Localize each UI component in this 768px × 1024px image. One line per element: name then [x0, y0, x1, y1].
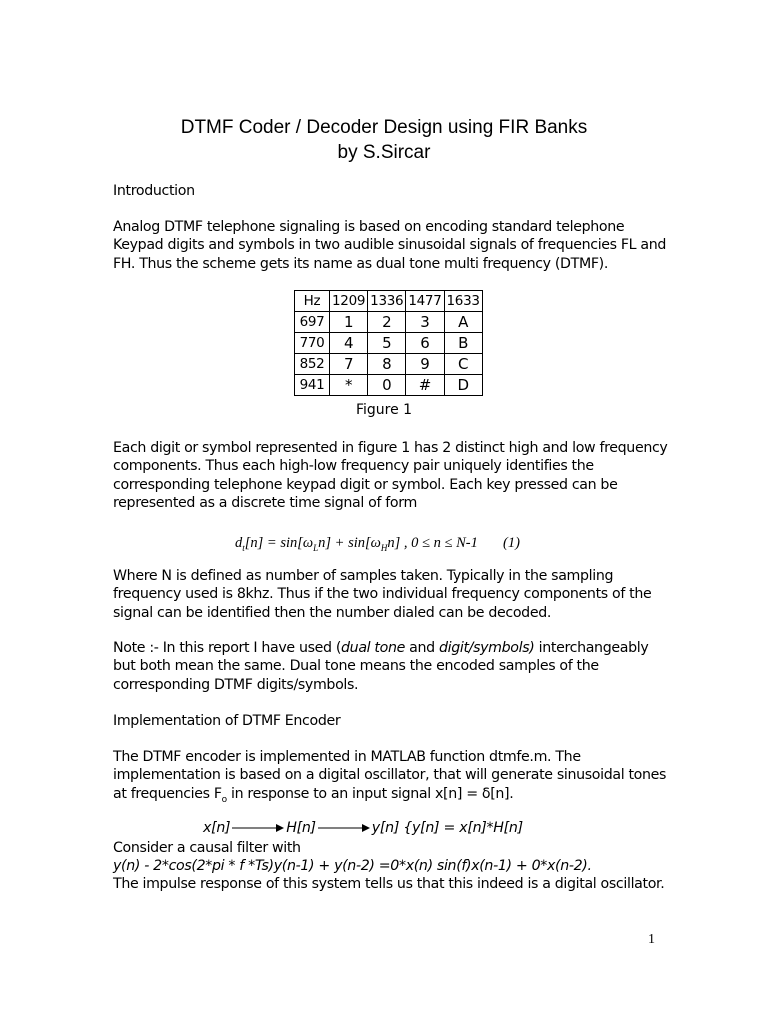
section-heading-encoder: Implementation of DTMF Encoder [113, 713, 341, 729]
arrow-right-icon [318, 822, 370, 834]
keypad-cell: 4 [330, 333, 368, 354]
table-header-cell: 1477 [406, 291, 444, 312]
keypad-cell: # [406, 375, 444, 396]
keypad-cell: 0 [368, 375, 406, 396]
note-and: and [404, 640, 439, 656]
keypad-cell: A [444, 312, 482, 333]
eq-d: d [235, 535, 243, 551]
flow-system: H[n] [286, 820, 316, 836]
page-number: 1 [648, 932, 655, 947]
intro-paragraph [113, 218, 673, 273]
note-term-dual-tone: dual tone [341, 640, 405, 656]
eq-sub-t: t [242, 542, 245, 553]
row-frequency-cell: 852 [295, 354, 330, 375]
keypad-cell: D [444, 375, 482, 396]
paragraph-frequency-pairs [113, 439, 673, 512]
keypad-cell: C [444, 354, 482, 375]
keypad-cell: 5 [368, 333, 406, 354]
table-header-cell: 1633 [444, 291, 482, 312]
eq-sub-l: L [313, 542, 319, 553]
table-row [295, 375, 483, 396]
encoder-text-pre: The DTMF encoder is implemented in MATLAB function dtmfe.m. The implementation is based on a digital oscillator, that will generate sinusoidal tones at frequencies F [113, 749, 667, 802]
encoder-sub-o: o [221, 794, 227, 805]
table-header-cell: Hz [295, 291, 330, 312]
keypad-cell: * [330, 375, 368, 396]
table-header-cell: 1336 [368, 291, 406, 312]
row-frequency-cell: 697 [295, 312, 330, 333]
keypad-cell: 3 [406, 312, 444, 333]
table-header-row [295, 291, 483, 312]
filter-equation: y(n) - 2*cos(2*pi * f *Ts)y(n-1) + y(n-2) =0*x(n) sin(f)x(n-1) + 0*x(n-2). [113, 858, 592, 874]
keypad-cell: 9 [406, 354, 444, 375]
keypad-cell: 1 [330, 312, 368, 333]
table-row [295, 333, 483, 354]
encoder-paragraph [113, 748, 673, 809]
row-frequency-cell: 941 [295, 375, 330, 396]
document-title: DTMF Coder / Decoder Design using FIR Banks [180, 117, 588, 138]
arrow-right-icon [232, 822, 284, 834]
table-row [295, 312, 483, 333]
paragraph-frequency-pairs-text: Each digit or symbol represented in figure 1 has 2 distinct high and low frequency components. Thus each high-low frequency pair uniquely identifies the corresponding telephone keypad digit or symbol. Each key pressed can be represented as a discrete time signal of form [113, 440, 668, 511]
encoder-text-post: in response to an input signal x[n] = δ[n]. [226, 785, 514, 802]
flow-output: y[n] {y[n] = x[n]*H[n] [371, 820, 523, 836]
figure-caption: Figure 1 [355, 402, 413, 418]
eq-part: n] + sin[ω [318, 535, 381, 551]
system-flow-diagram [203, 820, 523, 836]
section-heading-introduction: Introduction [113, 183, 195, 199]
paragraph-sampling [113, 567, 673, 622]
filter-conclusion-line: The impulse response of this system tells us that this indeed is a digital oscillator. [113, 876, 665, 892]
row-frequency-cell: 770 [295, 333, 330, 354]
keypad-cell: 2 [368, 312, 406, 333]
note-suffix: interchangeably but both mean the same. Dual tone means the encoded samples of the corresponding DTMF digits/symbols. [113, 640, 649, 693]
document-author: by S.Sircar [337, 142, 431, 163]
table-row [295, 354, 483, 375]
keypad-cell: 7 [330, 354, 368, 375]
eq-part: n] , 0 ≤ n ≤ N-1 [387, 535, 478, 551]
keypad-cell: 6 [406, 333, 444, 354]
keypad-cell: 8 [368, 354, 406, 375]
filter-intro-line: Consider a causal filter with [113, 840, 301, 856]
flow-input: x[n] [203, 820, 231, 836]
table-header-cell: 1209 [330, 291, 368, 312]
eq-part: [n] = sin[ω [244, 535, 314, 551]
note-paragraph [113, 639, 673, 694]
equation-1 [235, 535, 478, 553]
keypad-cell: B [444, 333, 482, 354]
paragraph-sampling-text: Where N is defined as number of samples taken. Typically in the sampling frequency used is 8khz. Thus if the two individual frequency components of the signal can be identified then the number dialed can be decoded. [113, 568, 652, 621]
note-term-digit-symbols: digit/symbols) [438, 640, 535, 656]
eq-sub-h: H [380, 542, 388, 553]
dtmf-frequency-table [294, 290, 483, 396]
intro-paragraph-text: Analog DTMF telephone signaling is based on encoding standard telephone Keypad digits and symbols in two audible sinusoidal signals of frequencies FL and FH. Thus the scheme gets its name as dual tone multi frequency (DTMF). [113, 219, 667, 272]
note-prefix: Note :- In this report I have used ( [113, 640, 342, 656]
equation-number: (1) [503, 535, 520, 551]
